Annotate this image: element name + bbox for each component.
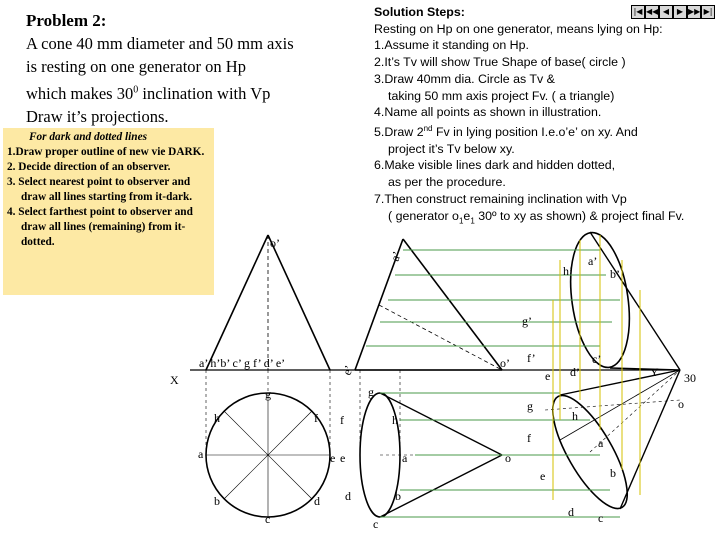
label-c: c xyxy=(265,512,271,526)
first-slide-button[interactable]: |◀ xyxy=(631,5,645,19)
generator-30-line xyxy=(560,370,680,440)
label-o1-right: o xyxy=(678,397,684,411)
label-g1: g xyxy=(368,385,374,399)
label-a: a xyxy=(198,447,204,461)
label-o1: o xyxy=(505,451,511,465)
label-b1: b xyxy=(395,489,401,503)
note-item-3: 3. Select nearest point to observer and draw all lines starting from it-dark. xyxy=(7,176,193,203)
problem-line-2: is resting on one generator on Hp xyxy=(26,57,246,76)
label-a1: a xyxy=(402,451,408,465)
label-a-low: a xyxy=(598,436,604,450)
label-c-prime: c’ xyxy=(592,352,602,366)
label-o-top: o’ xyxy=(270,236,280,250)
x-label: X xyxy=(170,373,179,387)
y-label: Y xyxy=(650,365,659,379)
label-o-prime: o’ xyxy=(500,356,510,370)
note-item-4: 4. Select farthest point to observer and draw all lines (remaining) from it- dotted. xyxy=(7,206,193,248)
label-f1: f xyxy=(340,413,344,427)
label-b1-prime: b’ xyxy=(610,267,620,281)
problem-line-4: Draw it’s projections. xyxy=(26,106,169,126)
label-f-prime: f’ xyxy=(527,351,536,365)
label-e-low: e xyxy=(540,469,546,483)
label-c-low: c xyxy=(598,511,604,525)
label-g-mid: g xyxy=(265,387,271,401)
label-rot-a: e’ xyxy=(339,363,357,378)
problem-line-3: which makes $30^0$ inclination with Vp xyxy=(26,83,271,103)
note-item-1: 1.Draw proper outline of new vie DARK. xyxy=(7,146,205,158)
note-item-2: 2. Decide direction of an observer. xyxy=(7,161,171,173)
step-line: 6.Make visible lines dark and hidden dotted, xyxy=(374,158,616,173)
problem-title: Problem 2: xyxy=(26,11,107,30)
notes-title: For dark and dotted lines xyxy=(29,131,148,143)
fast-back-button[interactable]: ◀◀ xyxy=(645,5,659,19)
label-f: f xyxy=(314,411,318,425)
tv-lying-cone xyxy=(360,370,502,517)
fv-lying-cone xyxy=(355,239,502,370)
label-d1: d xyxy=(345,489,351,503)
label-f-low: f xyxy=(527,431,531,445)
step-line: project it’s Tv below xy. xyxy=(388,141,515,156)
fast-forward-button[interactable]: ▶▶ xyxy=(687,5,701,19)
problem-line-1: A cone 40 mm diameter and 50 mm axis xyxy=(26,34,294,53)
next-button[interactable]: ▶ xyxy=(673,5,687,19)
last-slide-button[interactable]: ▶| xyxy=(701,5,715,19)
label-h: h xyxy=(214,411,220,425)
label-d: d xyxy=(314,494,320,508)
step-line: 4.Name all points as shown in illustration. xyxy=(374,105,602,120)
label-d-prime: d’ xyxy=(570,365,580,379)
step-line: as per the procedure. xyxy=(388,175,506,190)
label-h-low: h xyxy=(572,409,578,423)
step-line: 2.It’s Tv will show True Shape of base( circle ) xyxy=(374,55,626,70)
label-angle: 30 xyxy=(684,371,696,385)
label-rot-top: a’ xyxy=(387,249,405,264)
label-b-low: b xyxy=(610,466,616,480)
steps-title: Solution Steps: xyxy=(374,5,465,19)
label-g-low: g xyxy=(527,399,533,413)
step-line: 3.Draw 40mm dia. Circle as Tv & xyxy=(374,71,555,86)
label-h1: h xyxy=(392,413,398,427)
label-g1-prime: g’ xyxy=(522,314,532,328)
label-h1-prime: h’ xyxy=(563,264,573,278)
label-e1: e xyxy=(340,451,346,465)
label-c1: c xyxy=(373,517,379,531)
step-line: 5.Draw 2nd Fv in lying position I.e.o’e’ on xy. And xyxy=(374,123,638,140)
label-a1-prime: a’ xyxy=(588,254,598,268)
label-e: e xyxy=(330,451,336,465)
label-b: b xyxy=(214,494,220,508)
step-line: 1.Assume it standing on Hp. xyxy=(374,38,529,53)
step-line: ( generator $o_1e_1$ 30º to xy as shown) & project final Fv. xyxy=(388,208,685,226)
prev-button[interactable]: ◀ xyxy=(659,5,673,19)
label-e1-base: e xyxy=(545,369,551,383)
step-line: Resting on Hp on one generator, means lying on Hp: xyxy=(374,21,663,36)
step-line: 7.Then construct remaining inclination with Vp xyxy=(374,191,627,206)
label-d-low: d xyxy=(568,505,574,519)
step-line: taking 50 mm axis project Fv. ( a triangle) xyxy=(388,88,615,103)
fv-standing-cone xyxy=(206,235,330,370)
label-fv-base: a’ h’b’ c’ g f’ d’ e’ xyxy=(199,356,286,370)
projectors-green xyxy=(366,250,620,517)
